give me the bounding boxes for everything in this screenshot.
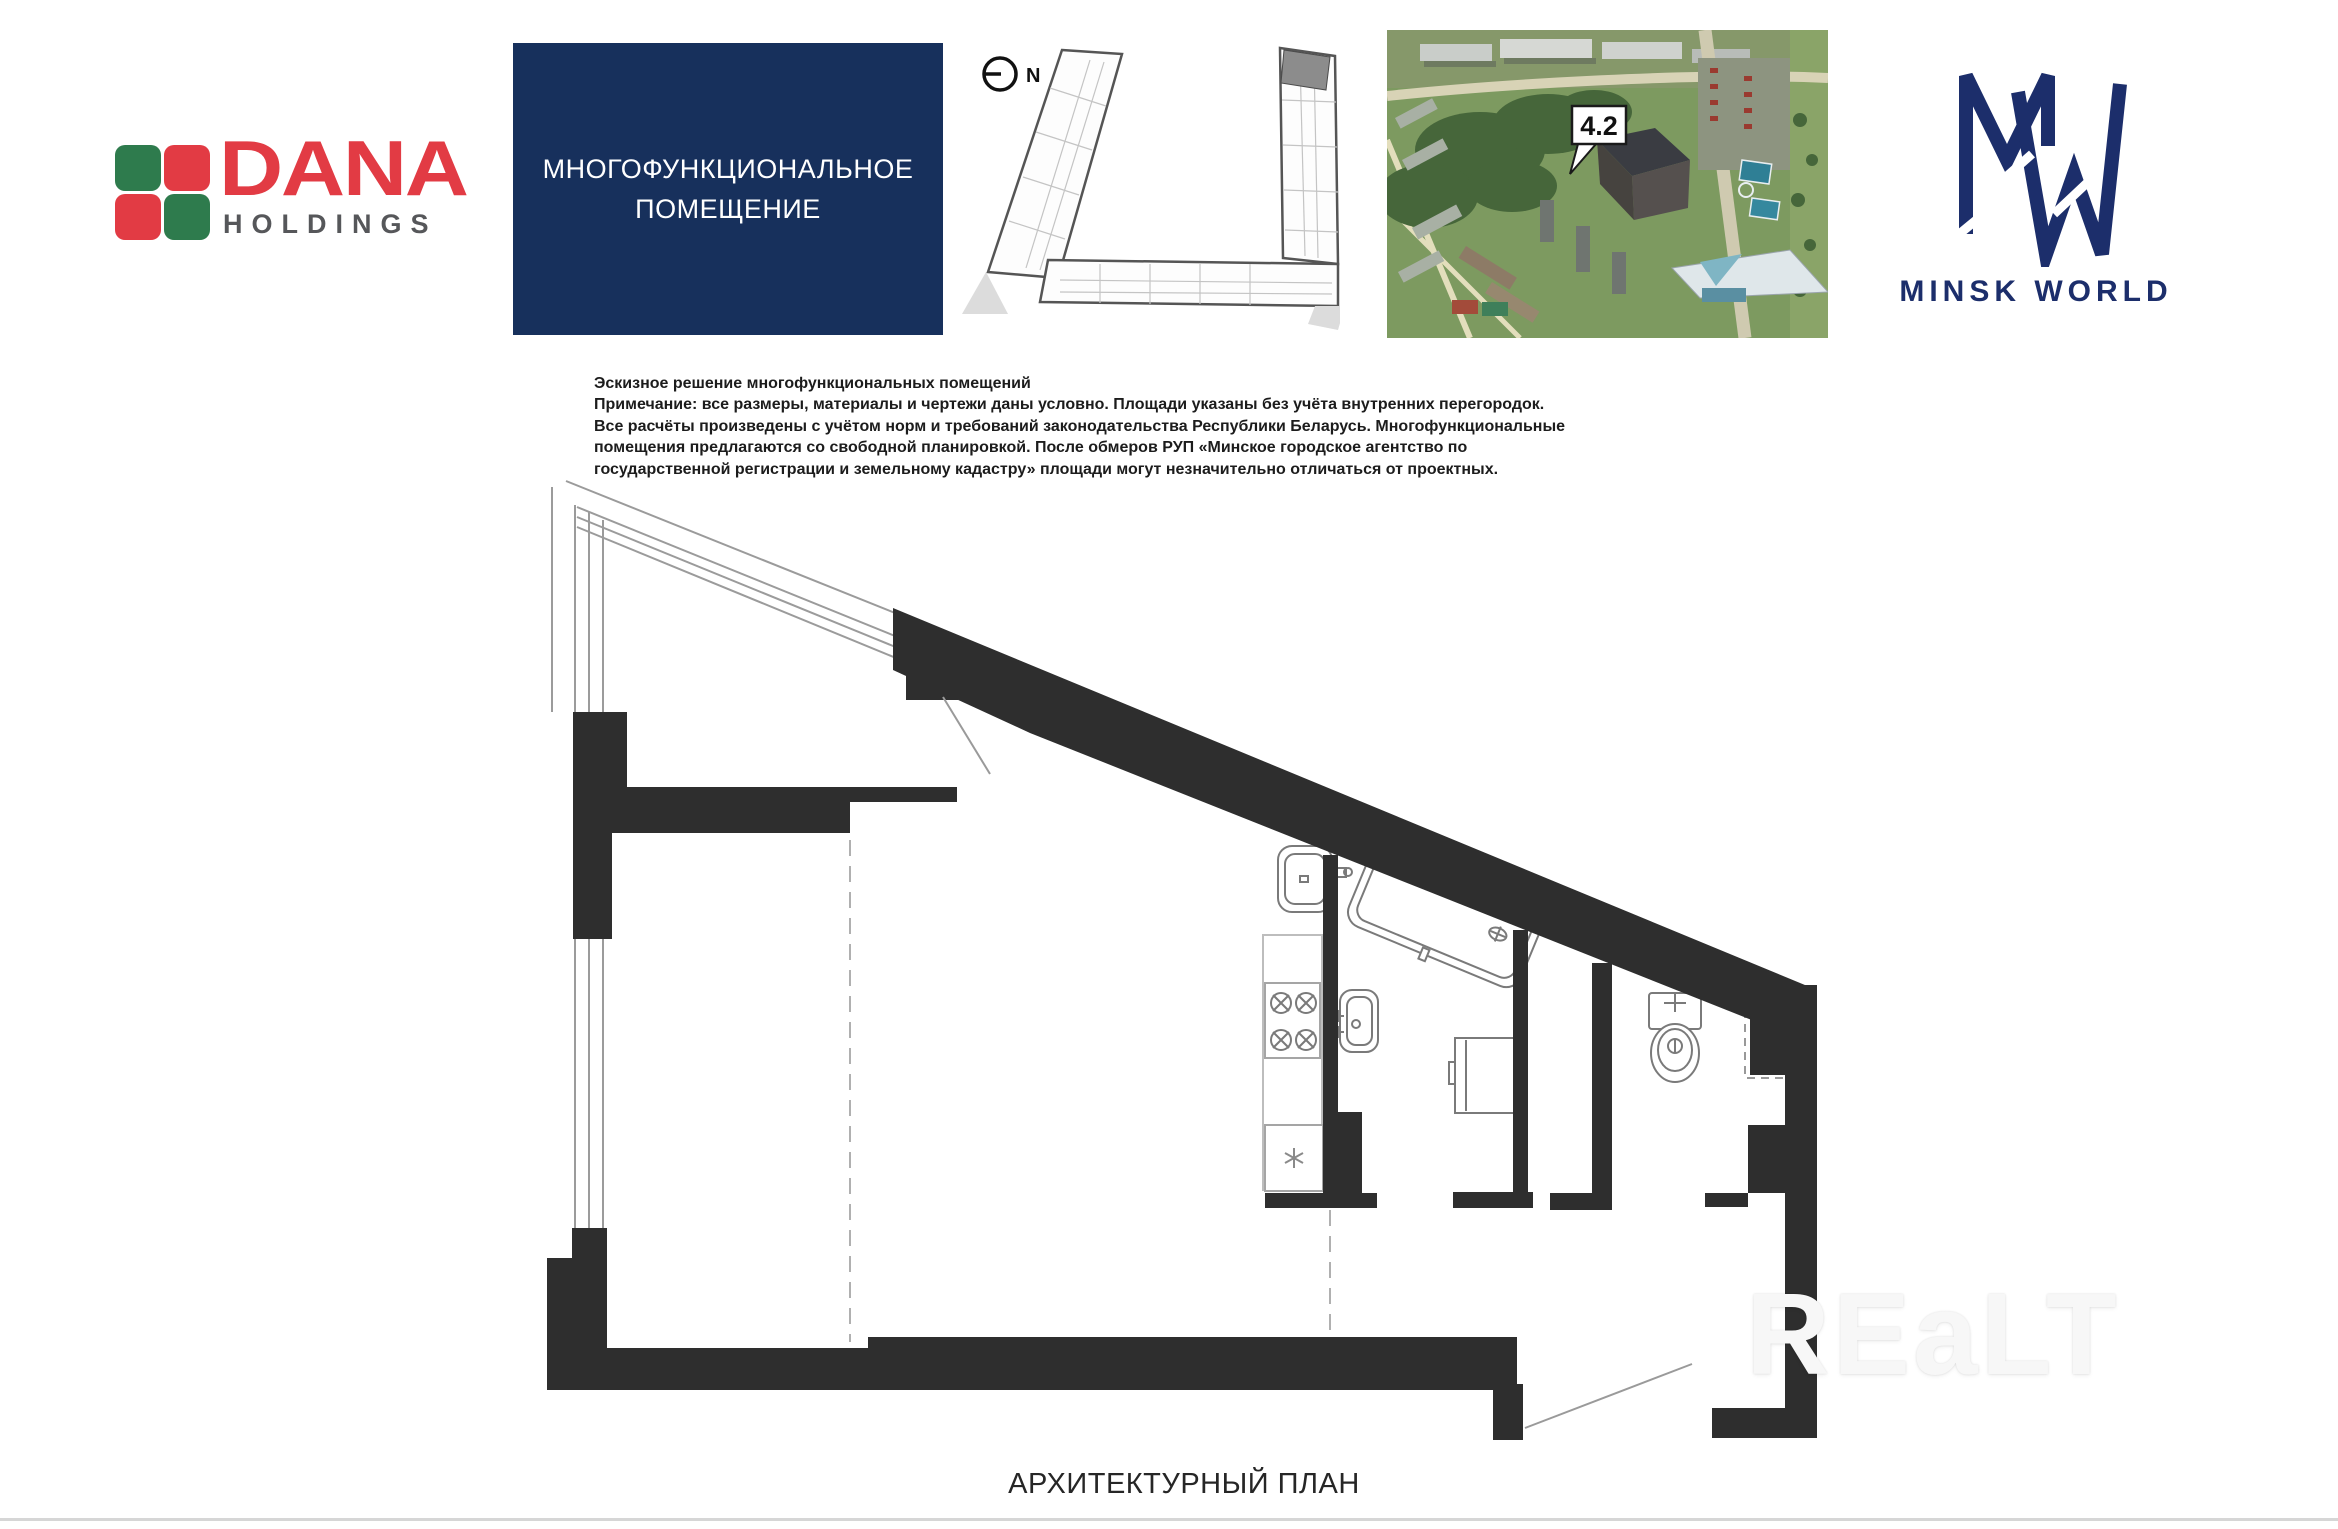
dana-logo-subtitle: HOLDINGS	[223, 209, 438, 239]
washbasin-icon	[1332, 990, 1378, 1052]
fridge-icon	[1265, 1125, 1323, 1191]
aerial-photo	[1387, 30, 1828, 338]
dana-square-red-icon	[164, 145, 210, 191]
washing-machine-icon	[1449, 1038, 1517, 1113]
premises-title-line1: МНОГОФУНКЦИОНАЛЬНОЕ	[542, 153, 914, 184]
dana-square-green-icon	[164, 194, 210, 240]
callout-label: 4.2	[1580, 111, 1618, 141]
premises-title-box	[513, 43, 943, 335]
free-plan-divider	[850, 840, 1330, 1342]
divider-line	[0, 1518, 2338, 1521]
plan-title: АРХИТЕКТУРНЫЙ ПЛАН	[1008, 1468, 1360, 1500]
notes-line: Эскизное решение многофункциональных помещений	[594, 375, 1031, 392]
notes-line: Все расчёты произведены с учётом норм и требований законодательства Республики Беларусь. Многофункциональные	[594, 417, 1566, 435]
floor-plan	[540, 480, 1830, 1448]
notes-line: Примечание: все размеры, материалы и чертежи даны условно. Площади указаны без учёта внутренних перегородок.	[594, 396, 1545, 414]
notes-line: государственной регистрации и земельному кадастру» площади могут незначительно отличаться от проектных.	[594, 460, 1499, 478]
minsk-world-monogram-icon	[1952, 62, 2132, 267]
watermark: REaLT	[1746, 1269, 2120, 1399]
dana-square-green-icon	[115, 145, 161, 191]
premises-title-line2: ПОМЕЩЕНИЕ	[635, 194, 821, 224]
dana-square-red-icon	[115, 194, 161, 240]
corner-shade	[962, 272, 1008, 314]
notes-paragraph	[594, 373, 1764, 480]
window-lines	[552, 481, 1322, 1348]
north-label: N	[1026, 65, 1041, 87]
aerial-parking	[1698, 58, 1790, 170]
toilet-icon	[1649, 993, 1701, 1082]
dana-logo-text: DANA	[219, 124, 467, 212]
north-arrow-icon	[983, 58, 1040, 90]
corner-shade	[1308, 306, 1340, 330]
stove-icon	[1265, 983, 1320, 1058]
highlighted-unit	[1281, 50, 1330, 90]
notes-line: помещения предлагаются со свободной планировкой. После обмеров РУП «Минское городское агентство по	[594, 439, 1468, 457]
dana-holdings-logo	[115, 124, 495, 245]
key-plan	[960, 38, 1340, 338]
walls	[547, 608, 1817, 1440]
minsk-world-logo-text: MINSK WORLD	[1899, 275, 2173, 308]
